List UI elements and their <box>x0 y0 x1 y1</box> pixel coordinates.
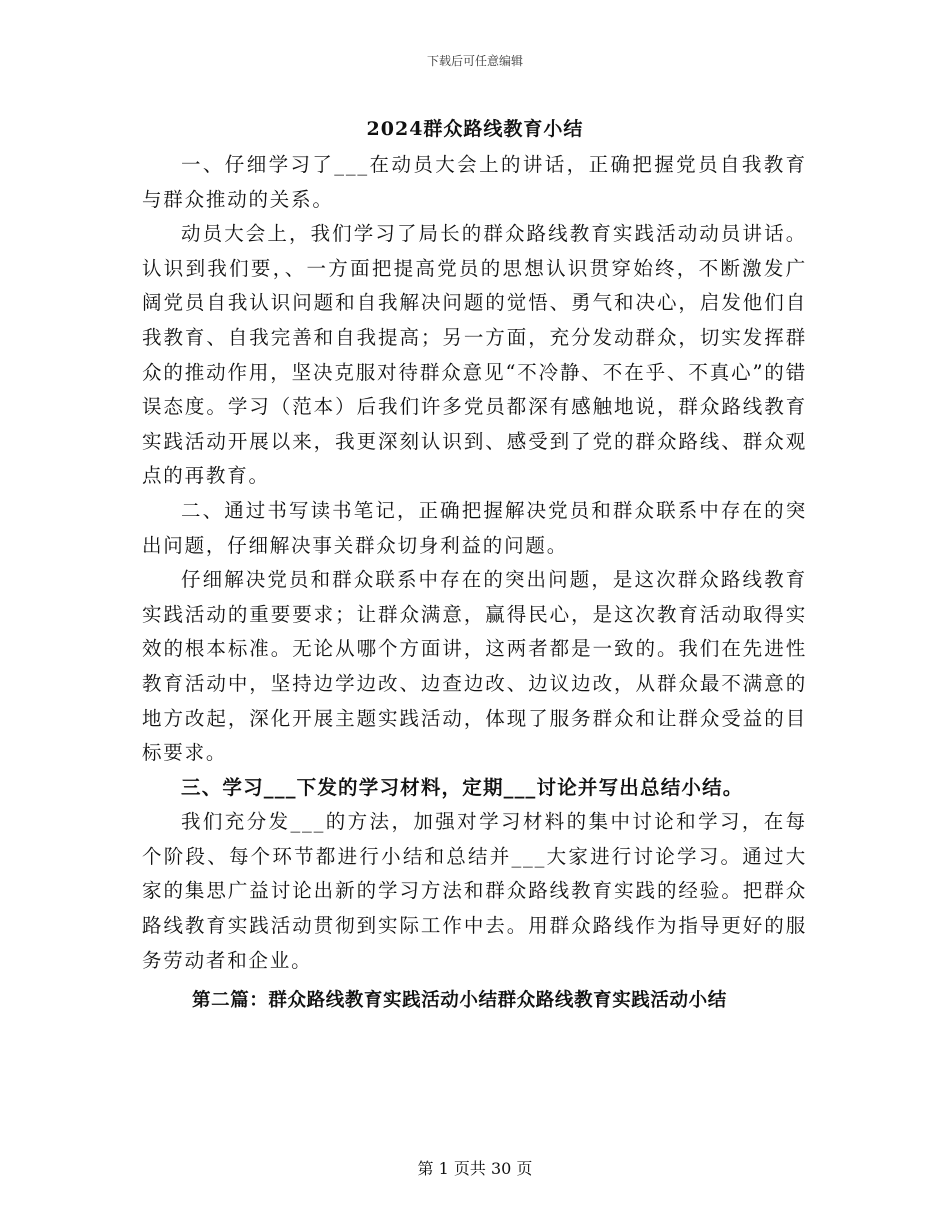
paragraph-section-1-heading: 一、仔细学习了___在动员大会上的讲话，正确把握党员自我教育与群众推动的关系。 <box>142 153 807 211</box>
paragraph-section-3-body: 我们充分发___的方法，加强对学习材料的集中讨论和学习，在每个阶段、每个环节都进行小结和总结并___大家进行讨论学习。通过大家的集思广益讨论出新的学习方法和群众路线教育实践的经验。把群众路线教育实践活动贯彻到实际工作中去。用群众路线作为指导更好的服务劳动者和企业。 <box>142 810 807 972</box>
paragraph-section-2-heading: 二、通过书写读书笔记，正确把握解决党员和群众联系中存在的突出问题，仔细解决事关群众切身利益的问题。 <box>142 498 807 557</box>
page-footer: 第 1 页共 30 页 <box>417 1159 533 1178</box>
paragraph-section-1-body: 动员大会上，我们学习了局长的群众路线教育实践活动动员讲话。认识到我们要，、一方面把提高党员的思想认识贯穿始终，不断激发广阔党员自我认识问题和自我解决问题的觉悟、勇气和决心，启发他们自我教育、自我完善和自我提高；另一方面，充分发动群众，切实发挥群众的推动作用，坚决克服对待群众意见“不冷静、不在乎、不真心”的错误态度。学习（范本）后我们许多党员都深有感触地说，群众路线教育实践活动开展以来，我更深刻认识到、感受到了党的群众路线、群众观点的再教育。 <box>142 222 807 488</box>
part-two-heading: 第二篇：群众路线教育实践活动小结群众路线教育实践活动小结 <box>192 990 727 1012</box>
paragraph-section-2-body: 仔细解决党员和群众联系中存在的突出问题，是这次群众路线教育实践活动的重要要求；让群众满意，赢得民心，是这次教育活动取得实效的根本标准。无论从哪个方面讲，这两者都是一致的。我们在先进性教育活动中，坚持边学边改、边查边改、边议边改，从群众最不满意的地方改起，深化开展主题实践活动，体现了服务群众和让群众受益的目标要求。 <box>142 568 807 765</box>
page-header: 下载后可任意编辑 <box>426 54 523 68</box>
paragraph-section-3-heading: 三、学习___下发的学习材料，定期___讨论并写出总结小结。 <box>181 775 744 799</box>
document-body <box>142 148 807 1019</box>
document-title: 2024群众路线教育小结 <box>366 118 584 140</box>
